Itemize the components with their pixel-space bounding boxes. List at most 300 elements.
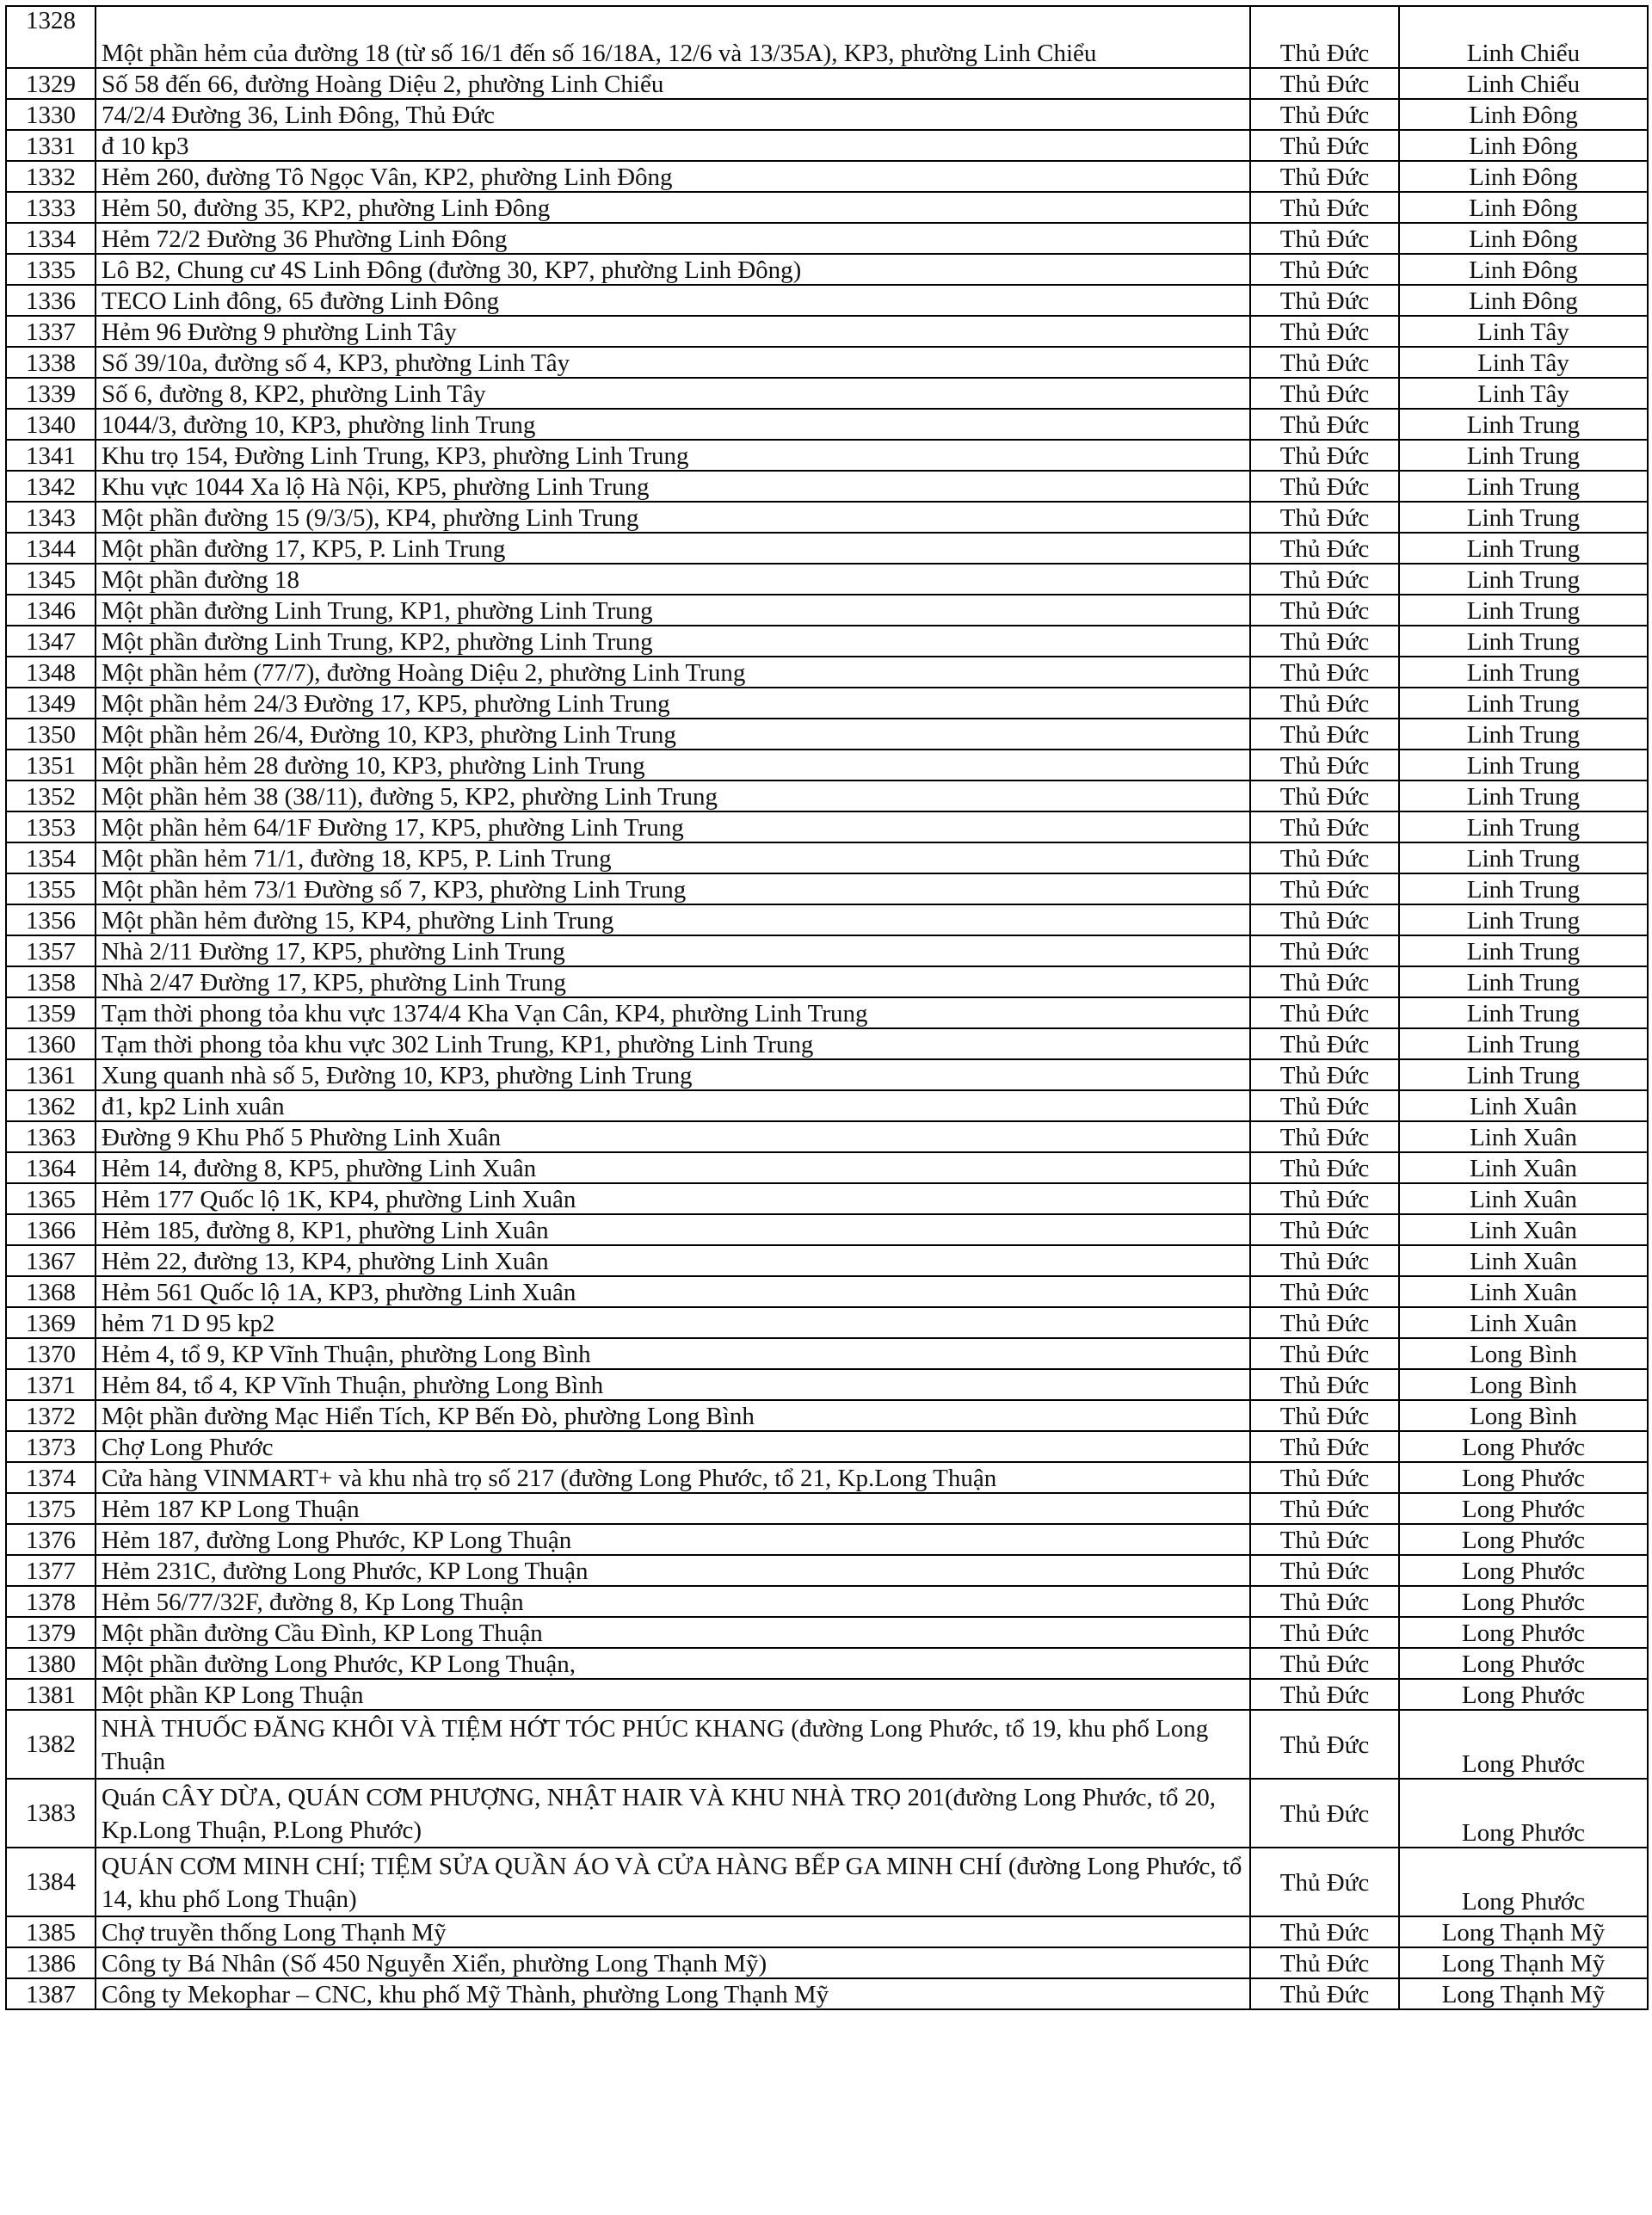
ward-cell: Linh Tây (1399, 378, 1648, 409)
table-row (6, 1090, 1648, 1121)
address-cell: Công ty Bá Nhân (Số 450 Nguyễn Xiển, phường Long Thạnh Mỹ) (96, 1947, 1250, 1978)
address-cell: Một phần đường 15 (9/3/5), KP4, phường Linh Trung (96, 502, 1250, 533)
ward-cell: Linh Trung (1399, 904, 1648, 935)
district-cell: Thủ Đức (1250, 99, 1399, 130)
ward-cell: Long Phước (1399, 1431, 1648, 1462)
ward-cell: Long Phước (1399, 1462, 1648, 1493)
district-cell: Thủ Đức (1250, 1183, 1399, 1214)
row-number-cell: 1335 (6, 254, 96, 285)
district-cell: Thủ Đức (1250, 1400, 1399, 1431)
address-cell: Một phần KP Long Thuận (96, 1679, 1250, 1710)
table-row (6, 378, 1648, 409)
table-row (6, 1710, 1648, 1779)
district-cell: Thủ Đức (1250, 780, 1399, 811)
address-cell: Hẻm 96 Đường 9 phường Linh Tây (96, 316, 1250, 347)
table-row (6, 1555, 1648, 1586)
district-cell: Thủ Đức (1250, 842, 1399, 873)
district-cell: Thủ Đức (1250, 1090, 1399, 1121)
table-row (6, 502, 1648, 533)
district-cell: Thủ Đức (1250, 935, 1399, 966)
table-row (6, 1586, 1648, 1617)
ward-cell: Linh Chiểu (1399, 68, 1648, 99)
address-cell: Hẻm 231C, đường Long Phước, KP Long Thuận (96, 1555, 1250, 1586)
row-number-cell: 1350 (6, 719, 96, 750)
table-row (6, 1779, 1648, 1848)
address-cell: Hẻm 50, đường 35, KP2, phường Linh Đông (96, 192, 1250, 223)
ward-cell: Long Thạnh Mỹ (1399, 1947, 1648, 1978)
ward-cell: Long Phước (1399, 1779, 1648, 1848)
row-number-cell: 1360 (6, 1028, 96, 1059)
address-cell: Hẻm 72/2 Đường 36 Phường Linh Đông (96, 223, 1250, 254)
district-cell: Thủ Đức (1250, 6, 1399, 68)
table-row (6, 68, 1648, 99)
district-cell: Thủ Đức (1250, 1586, 1399, 1617)
ward-cell: Long Phước (1399, 1586, 1648, 1617)
row-number-cell: 1351 (6, 750, 96, 780)
table-row (6, 688, 1648, 719)
ward-cell: Linh Xuân (1399, 1152, 1648, 1183)
district-cell: Thủ Đức (1250, 688, 1399, 719)
table-row (6, 1307, 1648, 1338)
district-cell: Thủ Đức (1250, 1245, 1399, 1276)
table-row (6, 285, 1648, 316)
table-row (6, 564, 1648, 595)
ward-cell: Long Phước (1399, 1710, 1648, 1779)
row-number-cell: 1359 (6, 997, 96, 1028)
table-row (6, 1152, 1648, 1183)
row-number-cell: 1380 (6, 1648, 96, 1679)
table-row (6, 1947, 1648, 1978)
address-cell: Nhà 2/47 Đường 17, KP5, phường Linh Trung (96, 966, 1250, 997)
address-cell: Hẻm 84, tổ 4, KP Vĩnh Thuận, phường Long Bình (96, 1369, 1250, 1400)
district-cell: Thủ Đức (1250, 997, 1399, 1028)
address-cell: Cửa hàng VINMART+ và khu nhà trọ số 217 (đường Long Phước, tổ 21, Kp.Long Thuận (96, 1462, 1250, 1493)
address-cell: Một phần đường Linh Trung, KP2, phường Linh Trung (96, 626, 1250, 657)
ward-cell: Linh Trung (1399, 657, 1648, 688)
district-cell: Thủ Đức (1250, 1978, 1399, 2009)
row-number-cell: 1378 (6, 1586, 96, 1617)
row-number-cell: 1346 (6, 595, 96, 626)
ward-cell: Long Phước (1399, 1848, 1648, 1916)
ward-cell: Linh Tây (1399, 316, 1648, 347)
row-number-cell: 1330 (6, 99, 96, 130)
row-number-cell: 1383 (6, 1779, 96, 1848)
ward-cell: Long Thạnh Mỹ (1399, 1916, 1648, 1947)
address-cell: Một phần hẻm 28 đường 10, KP3, phường Linh Trung (96, 750, 1250, 780)
table-row (6, 657, 1648, 688)
district-cell: Thủ Đức (1250, 1059, 1399, 1090)
table-row (6, 1276, 1648, 1307)
district-cell: Thủ Đức (1250, 285, 1399, 316)
ward-cell: Linh Trung (1399, 997, 1648, 1028)
address-cell: Một phần hẻm 26/4, Đường 10, KP3, phường Linh Trung (96, 719, 1250, 750)
table-row (6, 1493, 1648, 1524)
district-cell: Thủ Đức (1250, 1307, 1399, 1338)
district-cell: Thủ Đức (1250, 1276, 1399, 1307)
district-cell: Thủ Đức (1250, 750, 1399, 780)
address-cell: Một phần hẻm 38 (38/11), đường 5, KP2, phường Linh Trung (96, 780, 1250, 811)
address-cell: Một phần hẻm 71/1, đường 18, KP5, P. Linh Trung (96, 842, 1250, 873)
table-body (6, 6, 1648, 2009)
ward-cell: Linh Trung (1399, 780, 1648, 811)
address-cell: đ 10 kp3 (96, 130, 1250, 161)
address-cell: Một phần hẻm của đường 18 (từ số 16/1 đến số 16/18A, 12/6 và 13/35A), KP3, phường Linh Chiểu (96, 6, 1250, 68)
district-cell: Thủ Đức (1250, 1617, 1399, 1648)
address-cell: Hẻm 14, đường 8, KP5, phường Linh Xuân (96, 1152, 1250, 1183)
district-cell: Thủ Đức (1250, 904, 1399, 935)
row-number-cell: 1354 (6, 842, 96, 873)
table-row (6, 130, 1648, 161)
table-row (6, 1369, 1648, 1400)
address-cell: Một phần hẻm đường 15, KP4, phường Linh Trung (96, 904, 1250, 935)
address-cell: Chợ truyền thống Long Thạnh Mỹ (96, 1916, 1250, 1947)
district-cell: Thủ Đức (1250, 873, 1399, 904)
document-page (5, 5, 1647, 2010)
row-number-cell: 1342 (6, 471, 96, 502)
row-number-cell: 1349 (6, 688, 96, 719)
row-number-cell: 1362 (6, 1090, 96, 1121)
district-cell: Thủ Đức (1250, 811, 1399, 842)
ward-cell: Long Thạnh Mỹ (1399, 1978, 1648, 2009)
address-cell: QUÁN CƠM MINH CHÍ; TIỆM SỬA QUẦN ÁO VÀ CỬA HÀNG BẾP GA MINH CHÍ (đường Long Phước, tổ 14, khu phố Long Thuận) (96, 1848, 1250, 1916)
table-row (6, 780, 1648, 811)
address-cell: 74/2/4 Đường 36, Linh Đông, Thủ Đức (96, 99, 1250, 130)
table-row (6, 316, 1648, 347)
address-cell: Hẻm 177 Quốc lộ 1K, KP4, phường Linh Xuân (96, 1183, 1250, 1214)
district-cell: Thủ Đức (1250, 1555, 1399, 1586)
district-cell: Thủ Đức (1250, 1947, 1399, 1978)
district-cell: Thủ Đức (1250, 626, 1399, 657)
district-cell: Thủ Đức (1250, 1679, 1399, 1710)
table-row (6, 409, 1648, 440)
district-cell: Thủ Đức (1250, 1493, 1399, 1524)
address-cell: hẻm 71 D 95 kp2 (96, 1307, 1250, 1338)
address-cell: Hẻm 561 Quốc lộ 1A, KP3, phường Linh Xuân (96, 1276, 1250, 1307)
address-cell: TECO Linh đông, 65 đường Linh Đông (96, 285, 1250, 316)
row-number-cell: 1347 (6, 626, 96, 657)
address-cell: 1044/3, đường 10, KP3, phường linh Trung (96, 409, 1250, 440)
ward-cell: Linh Xuân (1399, 1121, 1648, 1152)
lockdown-area-table (5, 5, 1649, 2010)
row-number-cell: 1370 (6, 1338, 96, 1369)
address-cell: Xung quanh nhà số 5, Đường 10, KP3, phường Linh Trung (96, 1059, 1250, 1090)
address-cell: Công ty Mekophar – CNC, khu phố Mỹ Thành, phường Long Thạnh Mỹ (96, 1978, 1250, 2009)
district-cell: Thủ Đức (1250, 1848, 1399, 1916)
ward-cell: Linh Trung (1399, 750, 1648, 780)
district-cell: Thủ Đức (1250, 564, 1399, 595)
address-cell: Số 39/10a, đường số 4, KP3, phường Linh Tây (96, 347, 1250, 378)
address-cell: Một phần đường 17, KP5, P. Linh Trung (96, 533, 1250, 564)
table-row (6, 873, 1648, 904)
district-cell: Thủ Đức (1250, 192, 1399, 223)
ward-cell: Linh Trung (1399, 409, 1648, 440)
row-number-cell: 1385 (6, 1916, 96, 1947)
address-cell: Hẻm 56/77/32F, đường 8, Kp Long Thuận (96, 1586, 1250, 1617)
ward-cell: Linh Trung (1399, 471, 1648, 502)
address-cell: Hẻm 260, đường Tô Ngọc Vân, KP2, phường Linh Đông (96, 161, 1250, 192)
table-row (6, 533, 1648, 564)
row-number-cell: 1375 (6, 1493, 96, 1524)
row-number-cell: 1338 (6, 347, 96, 378)
district-cell: Thủ Đức (1250, 1369, 1399, 1400)
row-number-cell: 1376 (6, 1524, 96, 1555)
district-cell: Thủ Đức (1250, 966, 1399, 997)
address-cell: Hẻm 187, đường Long Phước, KP Long Thuận (96, 1524, 1250, 1555)
table-row (6, 1679, 1648, 1710)
table-row (6, 1338, 1648, 1369)
row-number-cell: 1381 (6, 1679, 96, 1710)
row-number-cell: 1371 (6, 1369, 96, 1400)
table-row (6, 6, 1648, 68)
row-number-cell: 1369 (6, 1307, 96, 1338)
table-row (6, 1214, 1648, 1245)
row-number-cell: 1384 (6, 1848, 96, 1916)
ward-cell: Long Phước (1399, 1524, 1648, 1555)
row-number-cell: 1368 (6, 1276, 96, 1307)
address-cell: NHÀ THUỐC ĐĂNG KHÔI VÀ TIỆM HỚT TÓC PHÚC KHANG (đường Long Phước, tổ 19, khu phố Long Thuận (96, 1710, 1250, 1779)
row-number-cell: 1352 (6, 780, 96, 811)
ward-cell: Linh Trung (1399, 688, 1648, 719)
row-number-cell: 1332 (6, 161, 96, 192)
ward-cell: Linh Trung (1399, 842, 1648, 873)
row-number-cell: 1356 (6, 904, 96, 935)
table-row (6, 192, 1648, 223)
district-cell: Thủ Đức (1250, 657, 1399, 688)
district-cell: Thủ Đức (1250, 1462, 1399, 1493)
ward-cell: Linh Tây (1399, 347, 1648, 378)
address-cell: Khu vực 1044 Xa lộ Hà Nội, KP5, phường Linh Trung (96, 471, 1250, 502)
district-cell: Thủ Đức (1250, 1028, 1399, 1059)
ward-cell: Linh Trung (1399, 719, 1648, 750)
district-cell: Thủ Đức (1250, 1779, 1399, 1848)
table-row (6, 99, 1648, 130)
district-cell: Thủ Đức (1250, 68, 1399, 99)
table-row (6, 1848, 1648, 1916)
row-number-cell: 1333 (6, 192, 96, 223)
row-number-cell: 1341 (6, 440, 96, 471)
table-row (6, 1978, 1648, 2009)
district-cell: Thủ Đức (1250, 1710, 1399, 1779)
table-row (6, 1400, 1648, 1431)
ward-cell: Long Bình (1399, 1338, 1648, 1369)
address-cell: Một phần đường Long Phước, KP Long Thuận, (96, 1648, 1250, 1679)
row-number-cell: 1364 (6, 1152, 96, 1183)
row-number-cell: 1377 (6, 1555, 96, 1586)
table-row (6, 1617, 1648, 1648)
address-cell: Số 58 đến 66, đường Hoàng Diệu 2, phường Linh Chiểu (96, 68, 1250, 99)
table-row (6, 1028, 1648, 1059)
address-cell: Khu trọ 154, Đường Linh Trung, KP3, phường Linh Trung (96, 440, 1250, 471)
ward-cell: Linh Đông (1399, 254, 1648, 285)
ward-cell: Linh Trung (1399, 502, 1648, 533)
district-cell: Thủ Đức (1250, 1916, 1399, 1947)
address-cell: Một phần hẻm (77/7), đường Hoàng Diệu 2, phường Linh Trung (96, 657, 1250, 688)
table-row (6, 161, 1648, 192)
ward-cell: Long Bình (1399, 1400, 1648, 1431)
ward-cell: Linh Trung (1399, 440, 1648, 471)
row-number-cell: 1355 (6, 873, 96, 904)
row-number-cell: 1379 (6, 1617, 96, 1648)
table-row (6, 440, 1648, 471)
table-row (6, 1431, 1648, 1462)
table-row (6, 626, 1648, 657)
table-row (6, 1462, 1648, 1493)
address-cell: Hẻm 185, đường 8, KP1, phường Linh Xuân (96, 1214, 1250, 1245)
row-number-cell: 1365 (6, 1183, 96, 1214)
table-row (6, 1916, 1648, 1947)
ward-cell: Linh Trung (1399, 1059, 1648, 1090)
table-row (6, 254, 1648, 285)
row-number-cell: 1344 (6, 533, 96, 564)
address-cell: Hẻm 4, tổ 9, KP Vĩnh Thuận, phường Long Bình (96, 1338, 1250, 1369)
row-number-cell: 1336 (6, 285, 96, 316)
address-cell: Hẻm 22, đường 13, KP4, phường Linh Xuân (96, 1245, 1250, 1276)
ward-cell: Linh Xuân (1399, 1214, 1648, 1245)
table-row (6, 1524, 1648, 1555)
row-number-cell: 1366 (6, 1214, 96, 1245)
district-cell: Thủ Đức (1250, 471, 1399, 502)
row-number-cell: 1361 (6, 1059, 96, 1090)
row-number-cell: 1345 (6, 564, 96, 595)
address-cell: Số 6, đường 8, KP2, phường Linh Tây (96, 378, 1250, 409)
row-number-cell: 1374 (6, 1462, 96, 1493)
address-cell: Một phần đường Linh Trung, KP1, phường Linh Trung (96, 595, 1250, 626)
ward-cell: Linh Trung (1399, 1028, 1648, 1059)
ward-cell: Linh Đông (1399, 99, 1648, 130)
table-row (6, 1059, 1648, 1090)
row-number-cell: 1358 (6, 966, 96, 997)
district-cell: Thủ Đức (1250, 130, 1399, 161)
table-row (6, 347, 1648, 378)
address-cell: đ1, kp2 Linh xuân (96, 1090, 1250, 1121)
row-number-cell: 1331 (6, 130, 96, 161)
table-row (6, 750, 1648, 780)
ward-cell: Linh Xuân (1399, 1183, 1648, 1214)
table-row (6, 842, 1648, 873)
address-cell: Nhà 2/11 Đường 17, KP5, phường Linh Trung (96, 935, 1250, 966)
table-row (6, 1183, 1648, 1214)
table-row (6, 1121, 1648, 1152)
address-cell: Lô B2, Chung cư 4S Linh Đông (đường 30, KP7, phường Linh Đông) (96, 254, 1250, 285)
ward-cell: Linh Xuân (1399, 1276, 1648, 1307)
address-cell: Một phần hẻm 24/3 Đường 17, KP5, phường Linh Trung (96, 688, 1250, 719)
ward-cell: Linh Đông (1399, 285, 1648, 316)
ward-cell: Long Phước (1399, 1648, 1648, 1679)
table-row (6, 1648, 1648, 1679)
row-number-cell: 1357 (6, 935, 96, 966)
ward-cell: Linh Đông (1399, 130, 1648, 161)
district-cell: Thủ Đức (1250, 1152, 1399, 1183)
table-row (6, 471, 1648, 502)
district-cell: Thủ Đức (1250, 347, 1399, 378)
table-row (6, 811, 1648, 842)
ward-cell: Linh Trung (1399, 533, 1648, 564)
row-number-cell: 1337 (6, 316, 96, 347)
district-cell: Thủ Đức (1250, 254, 1399, 285)
address-cell: Tạm thời phong tỏa khu vực 302 Linh Trung, KP1, phường Linh Trung (96, 1028, 1250, 1059)
district-cell: Thủ Đức (1250, 1338, 1399, 1369)
address-cell: Hẻm 187 KP Long Thuận (96, 1493, 1250, 1524)
row-number-cell: 1382 (6, 1710, 96, 1779)
ward-cell: Linh Trung (1399, 595, 1648, 626)
row-number-cell: 1329 (6, 68, 96, 99)
row-number-cell: 1373 (6, 1431, 96, 1462)
table-row (6, 1245, 1648, 1276)
address-cell: Một phần đường Mạc Hiển Tích, KP Bến Đò, phường Long Bình (96, 1400, 1250, 1431)
table-row (6, 904, 1648, 935)
district-cell: Thủ Đức (1250, 502, 1399, 533)
district-cell: Thủ Đức (1250, 533, 1399, 564)
district-cell: Thủ Đức (1250, 1648, 1399, 1679)
ward-cell: Long Phước (1399, 1555, 1648, 1586)
district-cell: Thủ Đức (1250, 1121, 1399, 1152)
district-cell: Thủ Đức (1250, 316, 1399, 347)
row-number-cell: 1367 (6, 1245, 96, 1276)
ward-cell: Linh Chiểu (1399, 6, 1648, 68)
row-number-cell: 1339 (6, 378, 96, 409)
ward-cell: Linh Trung (1399, 811, 1648, 842)
ward-cell: Linh Trung (1399, 626, 1648, 657)
table-row (6, 595, 1648, 626)
address-cell: Một phần đường 18 (96, 564, 1250, 595)
address-cell: Một phần hẻm 73/1 Đường số 7, KP3, phường Linh Trung (96, 873, 1250, 904)
address-cell: Tạm thời phong tỏa khu vực 1374/4 Kha Vạn Cân, KP4, phường Linh Trung (96, 997, 1250, 1028)
row-number-cell: 1343 (6, 502, 96, 533)
ward-cell: Linh Trung (1399, 935, 1648, 966)
ward-cell: Long Phước (1399, 1493, 1648, 1524)
district-cell: Thủ Đức (1250, 440, 1399, 471)
row-number-cell: 1372 (6, 1400, 96, 1431)
address-cell: Một phần đường Cầu Đình, KP Long Thuận (96, 1617, 1250, 1648)
ward-cell: Linh Trung (1399, 873, 1648, 904)
table-row (6, 966, 1648, 997)
district-cell: Thủ Đức (1250, 1524, 1399, 1555)
table-row (6, 935, 1648, 966)
ward-cell: Linh Đông (1399, 223, 1648, 254)
district-cell: Thủ Đức (1250, 223, 1399, 254)
ward-cell: Linh Đông (1399, 161, 1648, 192)
table-row (6, 223, 1648, 254)
ward-cell: Long Bình (1399, 1369, 1648, 1400)
district-cell: Thủ Đức (1250, 161, 1399, 192)
district-cell: Thủ Đức (1250, 409, 1399, 440)
ward-cell: Long Phước (1399, 1617, 1648, 1648)
ward-cell: Linh Trung (1399, 564, 1648, 595)
address-cell: Một phần hẻm 64/1F Đường 17, KP5, phường Linh Trung (96, 811, 1250, 842)
row-number-cell: 1353 (6, 811, 96, 842)
ward-cell: Linh Trung (1399, 966, 1648, 997)
row-number-cell: 1340 (6, 409, 96, 440)
district-cell: Thủ Đức (1250, 1214, 1399, 1245)
row-number-cell: 1348 (6, 657, 96, 688)
address-cell: Đường 9 Khu Phố 5 Phường Linh Xuân (96, 1121, 1250, 1152)
table-row (6, 719, 1648, 750)
address-cell: Chợ Long Phước (96, 1431, 1250, 1462)
table-row (6, 997, 1648, 1028)
district-cell: Thủ Đức (1250, 719, 1399, 750)
district-cell: Thủ Đức (1250, 595, 1399, 626)
row-number-cell: 1386 (6, 1947, 96, 1978)
ward-cell: Linh Xuân (1399, 1307, 1648, 1338)
ward-cell: Linh Xuân (1399, 1245, 1648, 1276)
row-number-cell: 1387 (6, 1978, 96, 2009)
district-cell: Thủ Đức (1250, 378, 1399, 409)
row-number-cell: 1334 (6, 223, 96, 254)
row-number-cell: 1363 (6, 1121, 96, 1152)
ward-cell: Linh Xuân (1399, 1090, 1648, 1121)
row-number-cell: 1328 (6, 6, 96, 68)
district-cell: Thủ Đức (1250, 1431, 1399, 1462)
